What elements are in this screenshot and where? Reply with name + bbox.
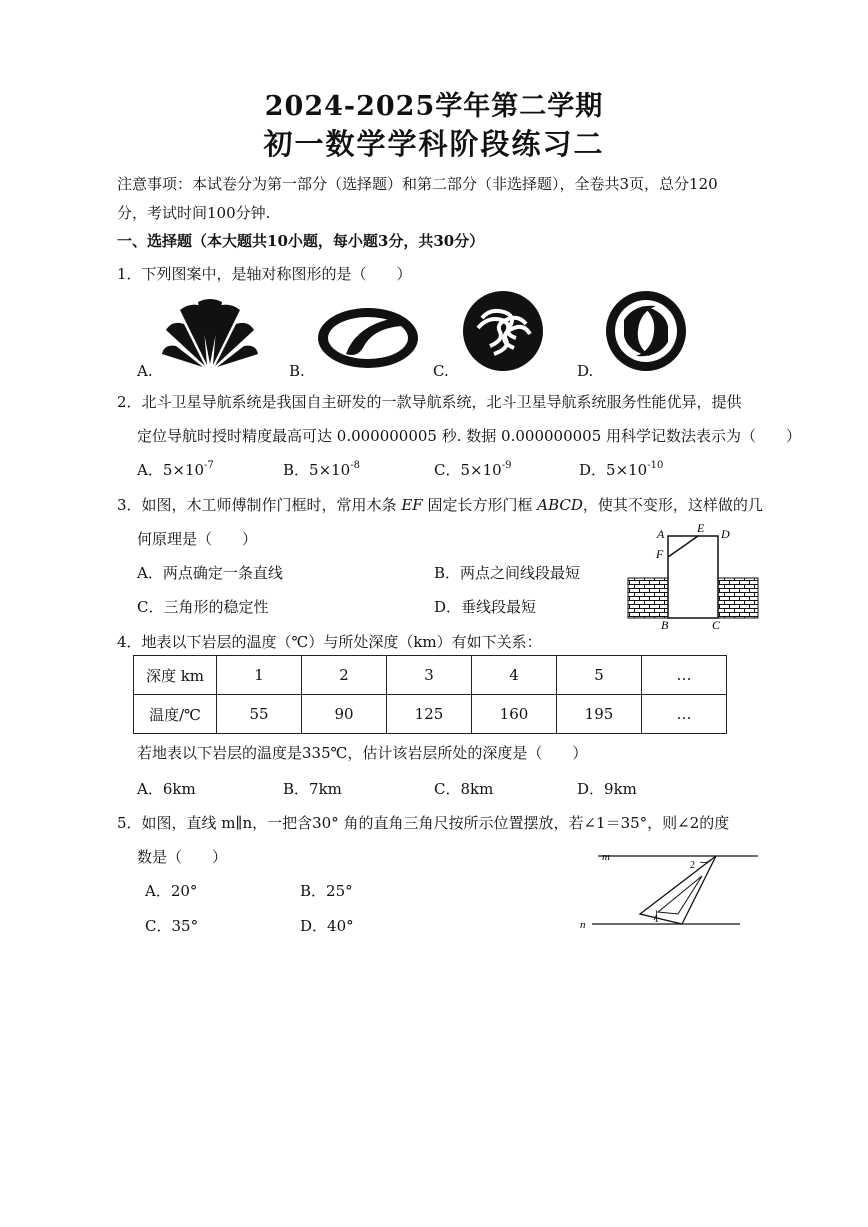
table-cell: 90: [302, 695, 387, 734]
q2-option-c[interactable]: C．$5\times 10^{-9}$: [434, 460, 512, 479]
table-cell: 1: [217, 656, 302, 695]
door-frame-figure: [624, 520, 762, 632]
q3-option-c[interactable]: C．三角形的稳定性: [137, 598, 269, 616]
q5-option-a[interactable]: A．20°: [145, 882, 198, 900]
table-cell: 深度 km: [134, 656, 217, 695]
rotating-oval-logo-icon: [316, 306, 420, 370]
table-cell: …: [642, 695, 727, 734]
notice-line-2: 分，考试时间100分钟.: [117, 204, 271, 222]
q5-option-d[interactable]: D．40°: [300, 917, 354, 935]
q5-line-1: 5．如图，直线 m∥n，一把含30° 角的直角三角尺按所示位置摆放，若∠1＝35°，则∠2的度: [117, 814, 730, 832]
title-line-2: 初一数学学科阶段练习二: [263, 127, 605, 161]
q5-line-2: 数是（ ）: [137, 848, 228, 866]
notice-line-1: 注意事项：本试卷分为第一部分（选择题）和第二部分（非选择题），全卷共3页，总分120: [117, 175, 718, 193]
table-cell: 55: [217, 695, 302, 734]
title-line-1: 2024-2025学年第二学期: [264, 91, 604, 122]
q1-option-b[interactable]: B.: [289, 362, 305, 380]
q4-option-c[interactable]: C．8km: [434, 780, 494, 798]
q4-question: 若地表以下岩层的温度是335℃，估计该岩层所处的深度是（ ）: [137, 744, 588, 762]
parallel-lines-triangle-figure: [578, 844, 762, 930]
china-mobile-logo-icon: [460, 290, 546, 372]
q4-option-a[interactable]: A．6km: [137, 780, 196, 798]
huawei-logo-icon: [160, 296, 260, 368]
q4-option-b[interactable]: B．7km: [283, 780, 342, 798]
line-m-label: m: [602, 851, 610, 863]
point-a-label: A: [657, 527, 665, 541]
q2-option-d[interactable]: D．$5\times 10^{-10}$: [579, 460, 664, 479]
table-row: [134, 656, 727, 695]
q4-option-d[interactable]: D．9km: [577, 780, 637, 798]
table-cell: 2: [302, 656, 387, 695]
angle-1-label: 1: [654, 914, 659, 925]
q1-option-d[interactable]: D.: [577, 362, 594, 380]
point-c-label: C: [712, 618, 721, 632]
dongfeng-logo-icon: [604, 290, 688, 372]
table-cell: 125: [387, 695, 472, 734]
q2-option-a[interactable]: A．$5\times 10^{-7}$: [137, 460, 214, 479]
q5-option-c[interactable]: C．35°: [145, 917, 199, 935]
q1-option-c[interactable]: C.: [433, 362, 449, 380]
q3-line-2: 何原理是（ ）: [137, 530, 258, 548]
q3-option-b[interactable]: B．两点之间线段最短: [434, 564, 581, 582]
section-heading: 一、选择题（本大题共10小题，每小题3分，共30分）: [117, 232, 485, 250]
q3-option-a[interactable]: A．两点确定一条直线: [137, 564, 283, 582]
table-cell: 5: [557, 656, 642, 695]
q2-line-2: 定位导航时授时精度最高可达 0.000000005 秒. 数据 0.000000005 用科学记数法表示为（ ）: [137, 427, 802, 445]
point-b-label: B: [661, 618, 669, 632]
angle-2-label: 2: [690, 860, 695, 871]
q2-line-1: 2．北斗卫星导航系统是我国自主研发的一款导航系统，北斗卫星导航系统服务性能优异，提供: [117, 393, 742, 411]
line-n-label: n: [580, 919, 586, 930]
point-d-label: D: [721, 527, 730, 541]
table-cell: 3: [387, 656, 472, 695]
table-cell: 温度/℃: [134, 695, 217, 734]
point-f-label: F: [656, 547, 664, 561]
q1-stem: 1．下列图案中，是轴对称图形的是（ ）: [117, 265, 412, 283]
q5-option-b[interactable]: B．25°: [300, 882, 353, 900]
q1-option-a[interactable]: A.: [137, 362, 153, 380]
q3-line-1: 3．如图，木工师傅制作门框时，常用木条 EF 固定长方形门框 ABCD，使其不变形，这样做的几: [117, 496, 763, 514]
q4-stem: 4．地表以下岩层的温度（℃）与所处深度（km）有如下关系：: [117, 633, 542, 651]
table-cell: …: [642, 656, 727, 695]
table-cell: 160: [472, 695, 557, 734]
table-row: [134, 695, 727, 734]
table-cell: 195: [557, 695, 642, 734]
table-cell: 4: [472, 656, 557, 695]
q2-option-b[interactable]: B．$5\times 10^{-8}$: [283, 460, 360, 479]
q3-option-d[interactable]: D．垂线段最短: [434, 598, 537, 616]
point-e-label: E: [697, 521, 705, 535]
depth-temperature-table: [133, 655, 727, 734]
